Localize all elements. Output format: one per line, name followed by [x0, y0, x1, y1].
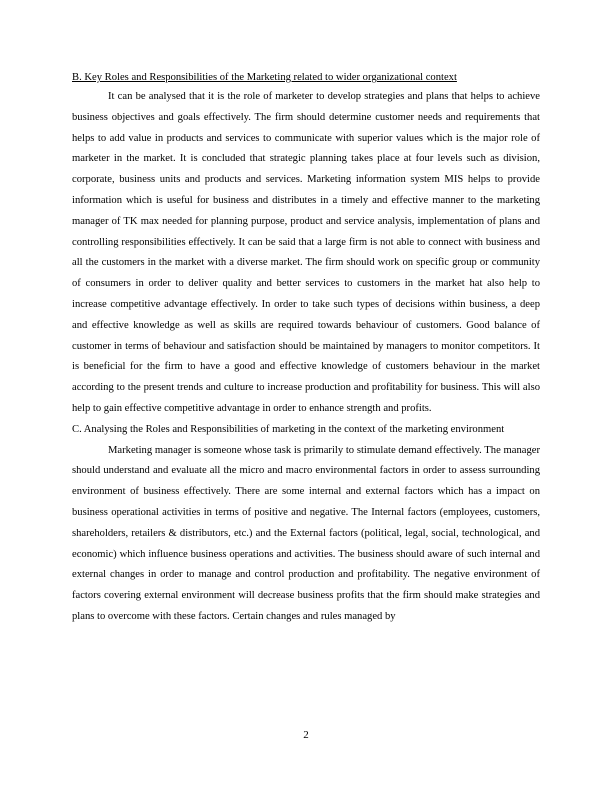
section-b-paragraph: It can be analysed that it is the role of marketer to develop strategies and plans that helps to achieve business objectives and goals effectively. The firm should determine customer needs and requirements that helps to add value in products and services to communicate with superior values which is the major role of marketer in the market. It is concluded that strategic planning takes place at four levels such as division, corporate, business units and products and services. Marketing information system MIS helps to provide information which is useful for business and distributes in a timely and effective manner to the marketing manager of TK max needed for planning purpose, product and service analysis, implementation of plans and controlling responsibilities effectively. It can be said that a large firm is not able to connect with business and all the customers in the market with a diverse market. The firm should work on specific group or community of consumers in order to deliver quality and better services to customers in the market hat also help to increase competitive advantage effectively. In order to take such types of decisions within business, a deep and effective knowledge as well as skills are required towards behaviour of customers. Good balance of customer in terms of behaviour and satisfaction should be maintained by managers to monitor competitors. It is beneficial for the firm to have a good and effective knowledge of customers behaviour in the market according to the present trends and culture to increase production and profitability for business. This will also help to gain effective competitive advantage in order to enhance strength and profits.	[72, 91, 540, 414]
page-number: 2	[303, 729, 309, 741]
section-b-heading: B. Key Roles and Responsibilities of the Marketing related to wider organizational context	[72, 72, 457, 83]
section-c-paragraph: Marketing manager is someone whose task is primarily to stimulate demand effectively. The manager should understand and evaluate all the micro and macro environmental factors in order to assess surrounding environment of business effectively. There are some internal and external factors which has a impact on business operational activities in terms of positive and negative. The Internal factors (employees, customers, shareholders, retailers & distributors, etc.) and the External factors (political, legal, social, technological, and economic) which influence business operations and activities. The business should aware of such internal and external changes in order to manage and control production and profitability. The negative environment of factors covering external environment will decrease business profits that the firm should make strategies and plans to overcome with these factors. Certain changes and rules managed by	[72, 444, 540, 622]
document-page	[72, 70, 540, 628]
section-c-heading: C. Analysing the Roles and Responsibilities of marketing in the context of the marketing environment	[72, 423, 505, 435]
